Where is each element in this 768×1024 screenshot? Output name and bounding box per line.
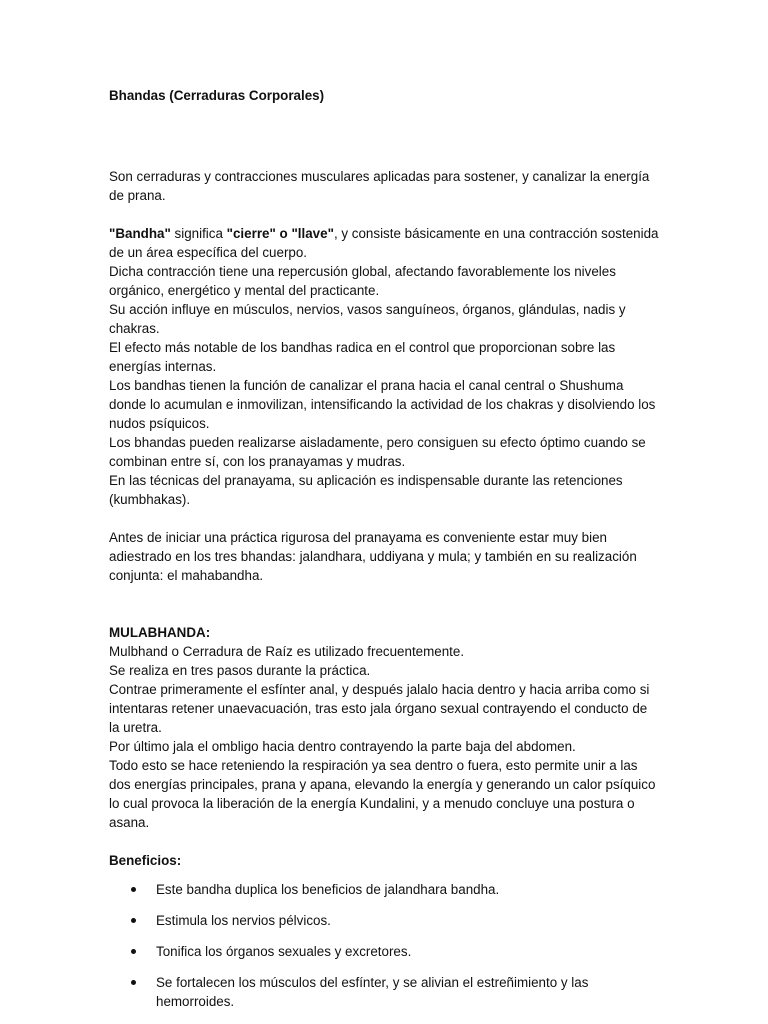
bullet-icon xyxy=(131,949,136,954)
benefit-item xyxy=(109,880,661,899)
term-bandha: "Bandha" xyxy=(109,226,171,241)
body-line: Los bhandas pueden realizarse aisladamente, pero consiguen su efecto óptimo cuando se combinan entre sí, con los pranayamas y mudras. xyxy=(109,435,646,469)
document-title: Bhandas (Cerraduras Corporales) xyxy=(109,88,325,103)
preparation-paragraph: Antes de iniciar una práctica rigurosa del pranayama es conveniente estar muy bien adiestrado en los tres bhandas: jalandhara, uddiyana y mula; y también en su realización conjunta: el mahabandha. xyxy=(109,530,637,583)
body-line: Los bandhas tienen la función de canalizar el prana hacia el canal central o Shushuma donde lo acumulan e inmovilizan, intensificando la actividad de los chakras y disolviendo los nudos psíquicos. xyxy=(109,378,656,431)
intro-paragraph: Son cerraduras y contracciones musculares aplicadas para sostener, y canalizar la energía de prana. xyxy=(109,169,650,203)
body-line: El efecto más notable de los bandhas radica en el control que proporcionan sobre las energías internas. xyxy=(109,340,616,374)
benefits-heading: Beneficios: xyxy=(109,853,182,868)
bullet-icon xyxy=(131,980,136,985)
term-cierre-llave: "cierre" o "llave" xyxy=(226,226,334,241)
body-line: Dicha contracción tiene una repercusión global, afectando favorablemente los niveles orgánico, energético y mental del practicante. xyxy=(109,264,616,298)
benefit-item xyxy=(109,911,661,930)
benefit-text: Se fortalecen los músculos del esfínter, y se alivian el estreñimiento y las hemorroides. xyxy=(156,975,589,1009)
body-line: En las técnicas del pranayama, su aplicación es indispensable durante las retenciones (kumbhakas). xyxy=(109,473,623,507)
mulabhanda-heading: MULABHANDA: xyxy=(109,625,211,640)
mulabhanda-line: Mulbhand o Cerradura de Raíz es utilizado frecuentemente. xyxy=(109,644,465,659)
benefit-item xyxy=(109,973,661,1011)
definition-paragraph xyxy=(109,224,661,262)
bullet-icon xyxy=(131,918,136,923)
mulabhanda-line: Contrae primeramente el esfínter anal, y después jalalo hacia dentro y hacia arriba como si intentaras retener unaevacuación, tras esto jala órgano sexual contrayendo el conducto de la uretra. xyxy=(109,682,650,735)
mulabhanda-line: Se realiza en tres pasos durante la práctica. xyxy=(109,663,371,678)
mulabhanda-line: Todo esto se hace reteniendo la respiración ya sea dentro o fuera, esto permite unir a las dos energías principales, prana y apana, elevando la energía y generando un calor psíquico lo cual provoca la liberación de la energía Kundalini, y a menudo concluye una postura o asana. xyxy=(109,758,656,830)
definition-text-2: , y consiste básicamente en una contracción sostenida de un área específica del cuerpo. xyxy=(109,226,659,260)
body-line: Su acción influye en músculos, nervios, vasos sanguíneos, órganos, glándulas, nadis y chakras. xyxy=(109,302,626,336)
mulabhanda-line: Por último jala el ombligo hacia dentro contrayendo la parte baja del abdomen. xyxy=(109,739,576,754)
benefit-item xyxy=(109,942,661,961)
definition-text-1: significa xyxy=(170,226,227,241)
bullet-icon xyxy=(131,887,136,892)
benefit-text: Este bandha duplica los beneficios de jalandhara bandha. xyxy=(156,882,500,897)
benefit-text: Tonifica los órganos sexuales y excretores. xyxy=(156,944,412,959)
document-body xyxy=(109,86,661,1011)
benefit-text: Estimula los nervios pélvicos. xyxy=(156,913,331,928)
benefits-list xyxy=(109,880,661,1011)
